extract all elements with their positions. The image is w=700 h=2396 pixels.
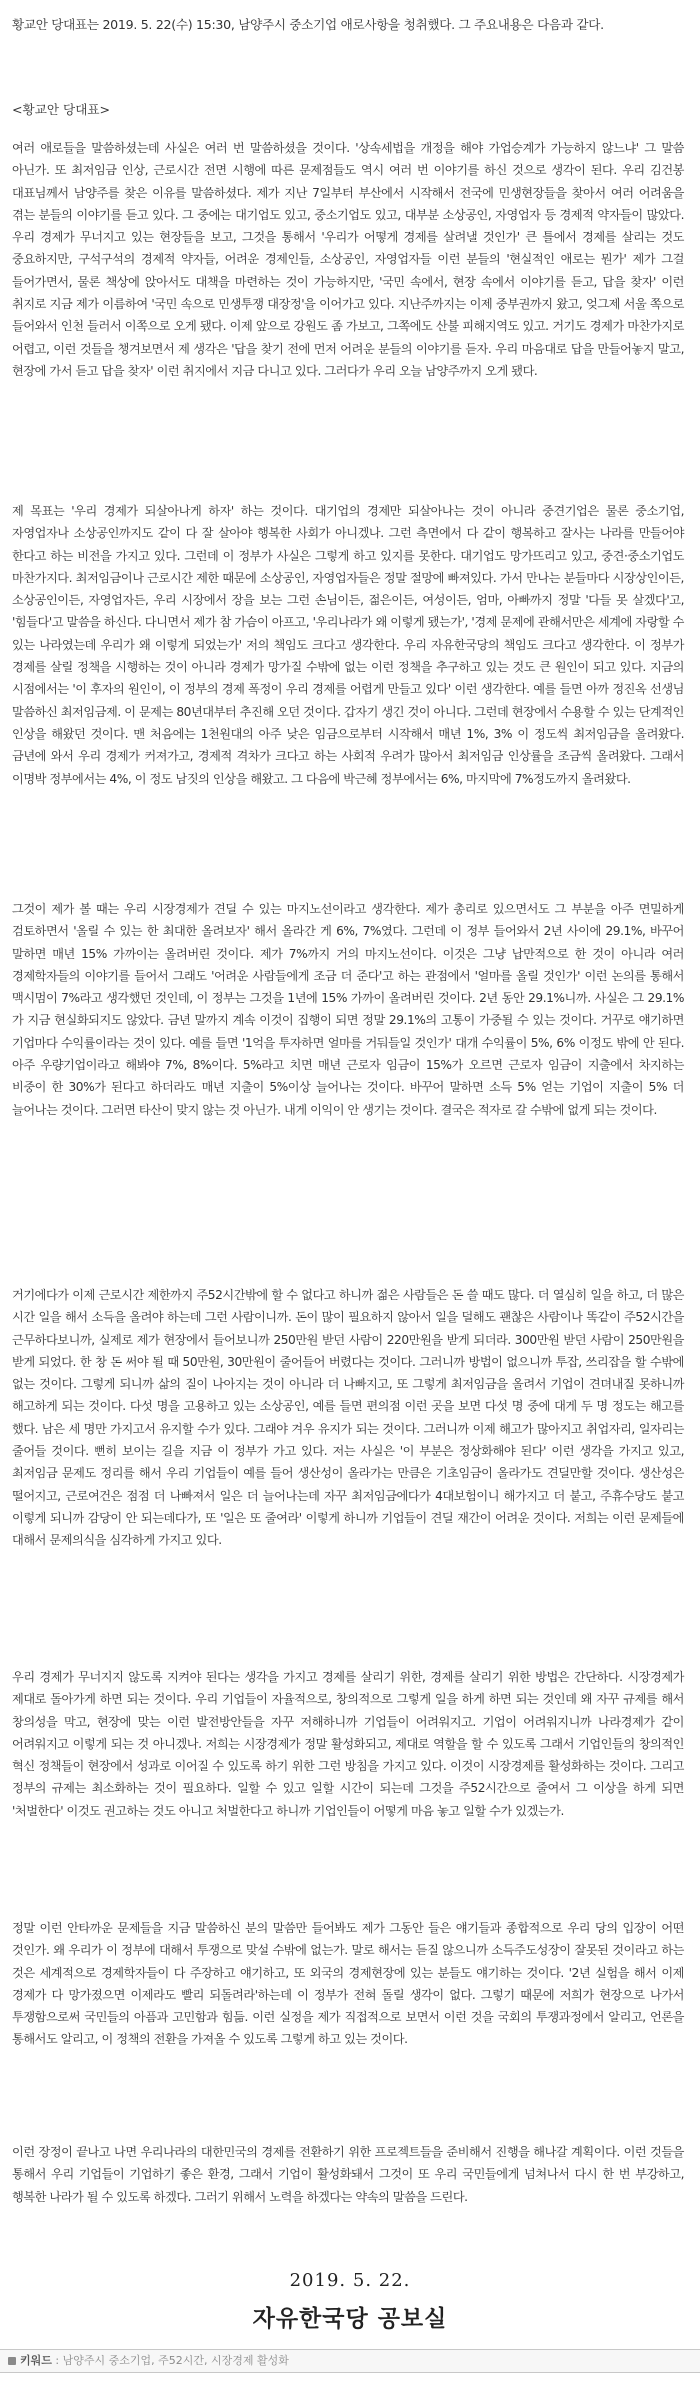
organization-name: 자유한국당 공보실 (252, 2306, 448, 2332)
paragraph-1: 여러 애로들을 말씀하셨는데 사실은 여러 번 말씀하셨을 것이다. '상속세법을 개정을 해야 가업승계가 가능하지 않느냐' 그 말씀 아닌가. 또 최저임금 인상, 근로시간 전면 시행에 따른 문제점들도 역시 여러 번 이야기를 하신 것으로 생각이 된다. 우리 김건봉 대표님께서 남양주를 찾은 이유를 말씀하셨다. 제가 지난 7일부터 부산에서 시작해서 전국에 민생현장들을 찾아서 여러 어려움을 겪는 분들의 이야기를 듣고 있다. 그 중에는 대기업도 있고, 중소기업도 있고, 대부분 소상공인, 자영업자 등 경제적 약자들이 많았다. 우리 경제가 무너지고 있는 현장들을 보고, 그것을 통해서 '우리가 어떻게 경제를 살려낼 것인가' 큰 틀에서 경제를 살리는 것도 중요하지만, 구석구석의 경제적 약자들, 어려운 경제인들, 소상공인, 자영업자들 이런 분들의 '현실적인 애로는 뭔가' 제가 그걸 들어가면서, 물론 책상에 앉아서도 대책을 마련하는 것이 가능하지만, '국민 속에서, 현장 속에서 이야기를 듣고, 답을 찾자' 이런 취지로 지금 제가 이름하여 '국민 속으로 민생투쟁 대장정'을 이어가고 있다. 지난주까지는 이제 중부권까지 왔고, 엊그제 서울 쪽으로 들어와서 인천 들러서 이쪽으로 오게 됐다. 이제 앞으로 강원도 좀 가보고, 그쪽에도 산불 피해지역도 있고. 거기도 경제가 마찬가지로 어렵고, 이런 것들을 챙겨보면서 제 생각은 '답을 찾기 전에 먼저 어려운 분들의 이야기를 듣자. 우리 마음대로 답을 만들어놓지 말고, 현장에 가서 듣고 답을 찾자' 이런 취지에서 지금 다니고 있다. 그러다가 우리 오늘 남양주까지 오게 됐다. (12, 141, 684, 378)
intro-text: 황교안 당대표는 2019. 5. 22(수) 15:30, 남양주시 중소기업 애로사항을 청취했다. 그 주요내용은 다음과 같다. (12, 17, 604, 32)
paragraph-3: 그것이 제가 볼 때는 우리 시장경제가 견딜 수 있는 마지노선이라고 생각한다. 제가 총리로 있으면서도 그 부분을 아주 면밀하게 검토하면서 '올릴 수 있는 한 최대한 올려보자' 해서 올라간 게 6%, 7%였다. 그런데 이 정부 들어와서 2년 사이에 29.1%, 바꾸어 말하면 매년 15% 가까이는 올려버린 것이다. 제가 7%까지 거의 마지노선이다. 이것은 그냥 납만적으로 한 것이 아니라 여러 경제학자들의 이야기를 들어서 그래도 '어려운 사람들에게 조금 더 준다'고 하는 관점에서 '얼마를 올릴 것인가' 이런 논의를 통해서 맥시멈이 7%라고 생각했던 것인데, 이 정부는 그것을 1년에 15% 가까이 올려버린 것이다. 2년 동안 29.1%니까. 사실은 그 29.1%가 지금 현실화되지도 않았다. 금년 말까지 계속 이것이 집행이 되면 정말 29.1%의 고통이 가중될 수 있는 것이다. 거꾸로 얘기하면 기업마다 수익률이라는 것이 있다. 예를 들면 '1억을 투자하면 얼마를 거둬들일 것인가' 대개 수익률이 5%, 6% 이정도 밖에 안 된다. 아주 우량기업이라고 해봐야 7%, 8%이다. 5%라고 치면 매년 근로자 임금이 15%가 오르면 근로자 임금이 지출에서 차지하는 비중이 한 30%가 된다고 하더라도 매년 지출이 5%이상 늘어나는 것이다. 바꾸어 말하면 소득 5% 얻는 기업이 지출이 5% 더 늘어나는 것이다. 그러면 타산이 맞지 않는 것 아닌가. 내게 이익이 안 생기는 것이다. 결국은 적자로 갈 수밖에 없게 되는 것이다. (12, 902, 684, 1117)
paragraph-7: 이런 장정이 끝나고 나면 우리나라의 대한민국의 경제를 전환하기 위한 프로젝트들을 준비해서 진행을 해나갈 계획이다. 이런 것들을 통해서 우리 기업들이 기업하기 좋은 환경, 그래서 기업이 활성화돼서 그것이 또 우리 국민들에게 넘쳐나서 다시 한 번 부강하고, 행복한 나라가 될 수 있도록 하겠다. 그러기 위해서 노력을 하겠다는 약속의 말씀을 드린다. (12, 2145, 684, 2204)
keyword-icon (8, 2357, 16, 2365)
speaker-label: <황교안 당대표> (12, 102, 111, 117)
paragraph-6: 정말 이런 안타까운 문제들을 지금 말씀하신 분의 말씀만 들어봐도 제가 그동안 들은 얘기들과 종합적으로 우리 당의 입장이 어떤 것인가. 왜 우리가 이 정부에 대해서 투쟁으로 맞설 수밖에 없는가. 말로 해서는 듣질 않으니까 소득주도성장이 잘못된 것이라고 하는 것은 세계적으로 경제학자들이 다 주장하고 얘기하고, 또 외국의 경제현장에 있는 분들도 얘기하는 것이다. '2년 실험을 해서 이제 경제가 다 망가졌으면 이제라도 빨리 되돌려라'하는데 이 정부가 전혀 돌릴 생각이 없다. 그렇기 때문에 저희가 현장으로 나가서 투쟁함으로써 국민들의 아픔과 고민함과 힘듦. 이런 실정을 제가 직접적으로 보면서 이런 것을 국회의 투쟁과정에서 알리고, 언론을 통해서도 알리고, 이 정책의 전환을 가져올 수 있도록 그렇게 하고 있는 것이다. (12, 1921, 684, 2047)
keyword-separator: : (51, 2354, 63, 2367)
paragraph-4: 거기에다가 이제 근로시간 제한까지 주52시간밖에 할 수 없다고 하니까 젊은 사람들은 돈 쓸 때도 많다. 더 열심히 일을 하고, 더 많은 시간 일을 해서 소득을 올려야 하는데 그런 사람이니까. 돈이 많이 필요하지 않아서 일을 덜해도 괜찮은 사람이나 똑같이 주52시간을 근무하다보니까, 실제로 제가 현장에서 들어보니까 250만원 받던 사람이 220만원을 받게 되더라. 300만원 받던 사람이 250만원을 받게 되었다. 한 창 돈 써야 될 때 50만원, 30만원이 줄어들어 버렸다는 것이다. 그러니까 방법이 없으니까 투잡, 쓰리잡을 할 수밖에 없는 것이다. 그렇게 되니까 삶의 질이 나아지는 것이 아니라 더 나빠지고, 또 그렇게 최저임금을 올려서 기업이 견뎌내질 못하니까 해고하게 되는 것이다. 다섯 명을 고용하고 있는 소상공인, 예를 들면 편의점 이런 곳을 보면 다섯 명 중에 대게 두 명 정도는 해고를 했다. 남은 세 명만 가지고서 유지할 수가 있다. 그래야 겨우 유지가 되는 것이다. 그러니까 이제 해고가 많아지고 취업자리, 일자리는 줄어들 것이다. 뻔히 보이는 길을 지금 이 정부가 가고 있다. 저는 사실은 '이 부분은 정상화해야 된다' 이런 생각을 가지고 있고, 최저임금 문제도 정리를 해서 우리 기업들이 예를 들어 생산성이 올라가는 만큼은 기초임금이 올라가도 견딜만할 것이다. 생산성은 떨어지고, 근로여건은 점점 더 나빠져서 일은 더 늘어나는데 자꾸 최저임금에다가 4대보험이니 해가지고 더 붙고, 주휴수당도 붙고 이렇게 되니까 감당이 안 되는데다가, 또 '일은 또 줄여라' 이렇게 하니까 기업들이 견딜 재간이 어려운 것이다. 저희는 이런 문제들에 대해서 문제의식을 심각하게 가지고 있다. (12, 1288, 684, 1548)
keyword-text[interactable]: 남양주시 중소기업, 주52시간, 시장경제 활성화 (62, 2354, 289, 2367)
paragraph-5: 우리 경제가 무너지지 않도록 지켜야 된다는 생각을 가지고 경제를 살리기 위한, 경제를 살리기 위한 방법은 간단하다. 시장경제가 제대로 돌아가게 하면 되는 것이다. 우리 기업들이 자율적으로, 창의적으로 그렇게 일을 하게 하면 되는 것인데 왜 자꾸 규제를 해서 창의성을 막고, 현장에 맞는 이런 발전방안들을 자꾸 저해하니까 기업들이 어려워지고. 기업이 어려워지니까 나라경제가 같이 어려워지고 이렇게 되는 것 아니겠나. 저희는 시장경제가 정말 활성화되고, 제대로 역할을 할 수 있도록 그래서 기업인들의 창의적인 혁신 정책들이 현장에서 성과로 이어질 수 있도록 하기 위한 그런 방침을 가지고 있다. 이것이 시장경제를 활성화하는 것이다. 그리고 정부의 규제는 최소화하는 것이 필요하다. 일할 수 있고 일할 시간이 되는데 그것을 주52시간으로 줄여서 그 이상을 하게 되면 '처벌한다' 이것도 권고하는 것도 아니고 처벌한다고 하니까 기업인들이 어떻게 마음 놓고 일할 수가 있겠는가. (12, 1670, 684, 1818)
keyword-bar (0, 2349, 700, 2373)
paragraph-2: 제 목표는 '우리 경제가 되살아나게 하자' 하는 것이다. 대기업의 경제만 되살아나는 것이 아니라 중견기업은 물론 중소기업, 자영업자나 소상공인까지도 같이 다 잘 살아야 행복한 사회가 아니겠나. 그런 측면에서 다 같이 행복하고 잘사는 나라를 만들어야 한다고 하는 비전을 가지고 있다. 그런데 이 정부가 사실은 그렇게 하고 있지를 못한다. 대기업도 망가뜨리고 있고, 중견·중소기업도 마찬가지다. 최저임금이나 근로시간 제한 때문에 소상공인, 자영업자들은 정말 절망에 빠져있다. 가서 만나는 분들마다 시장상인이든, 소상공인이든, 자영업자든, 우리 시장에서 장을 보는 그런 손님이든, 젊은이든, 여성이든, 엄마, 아빠까지 정말 '다들 못 살겠다'고, '힘들다'고 말씀을 하신다. 다니면서 제가 참 가슴이 아프고, '우리나라가 왜 이렇게 됐는가', '경제 문제에 관해서만은 세계에 자랑할 수 있는 나라였는데 우리가 왜 이렇게 되었는가' 저의 책임도 크다고 생각한다. 우리 자유한국당의 책임도 크다고 생각한다. 이 정부가 경제를 살릴 정책을 시행하는 것이 아니라 경제가 망가질 수밖에 없는 이런 정책을 추구하고 있는 것도 큰 원인이 되고 있다. 지금의 시점에서는 '이 후자의 원인이, 이 정부의 경제 폭정이 우리 경제를 어렵게 만들고 있다' 이런 생각한다. 예를 들면 아까 정진옥 선생님 말씀하신 최저임금제. 이 문제는 80년대부터 추진해 오던 것이다. 갑자기 생긴 것이 아니다. 그런데 현장에서 수용할 수 있는 단계적인 인상을 해왔던 것이다. 맨 처음에는 1천원대의 아주 낮은 임금으로부터 시작해서 매년 1%, 3% 이 정도씩 최저임금을 올려왔다. 금년에 와서 우리 경제가 커져가고, 경제적 격차가 크다고 하는 사회적 우려가 많아서 최저임금 인상률을 조금씩 올려왔다. 그래서 이명박 정부에서는 4%, 이 정도 남짓의 인상을 해왔고. 그 다음에 박근혜 정부에서는 6%, 마지막에 7%정도까지 올려왔다. (12, 504, 684, 786)
release-date: 2019. 5. 22. (289, 2270, 411, 2291)
keyword-label: 키워드 (20, 2354, 52, 2367)
